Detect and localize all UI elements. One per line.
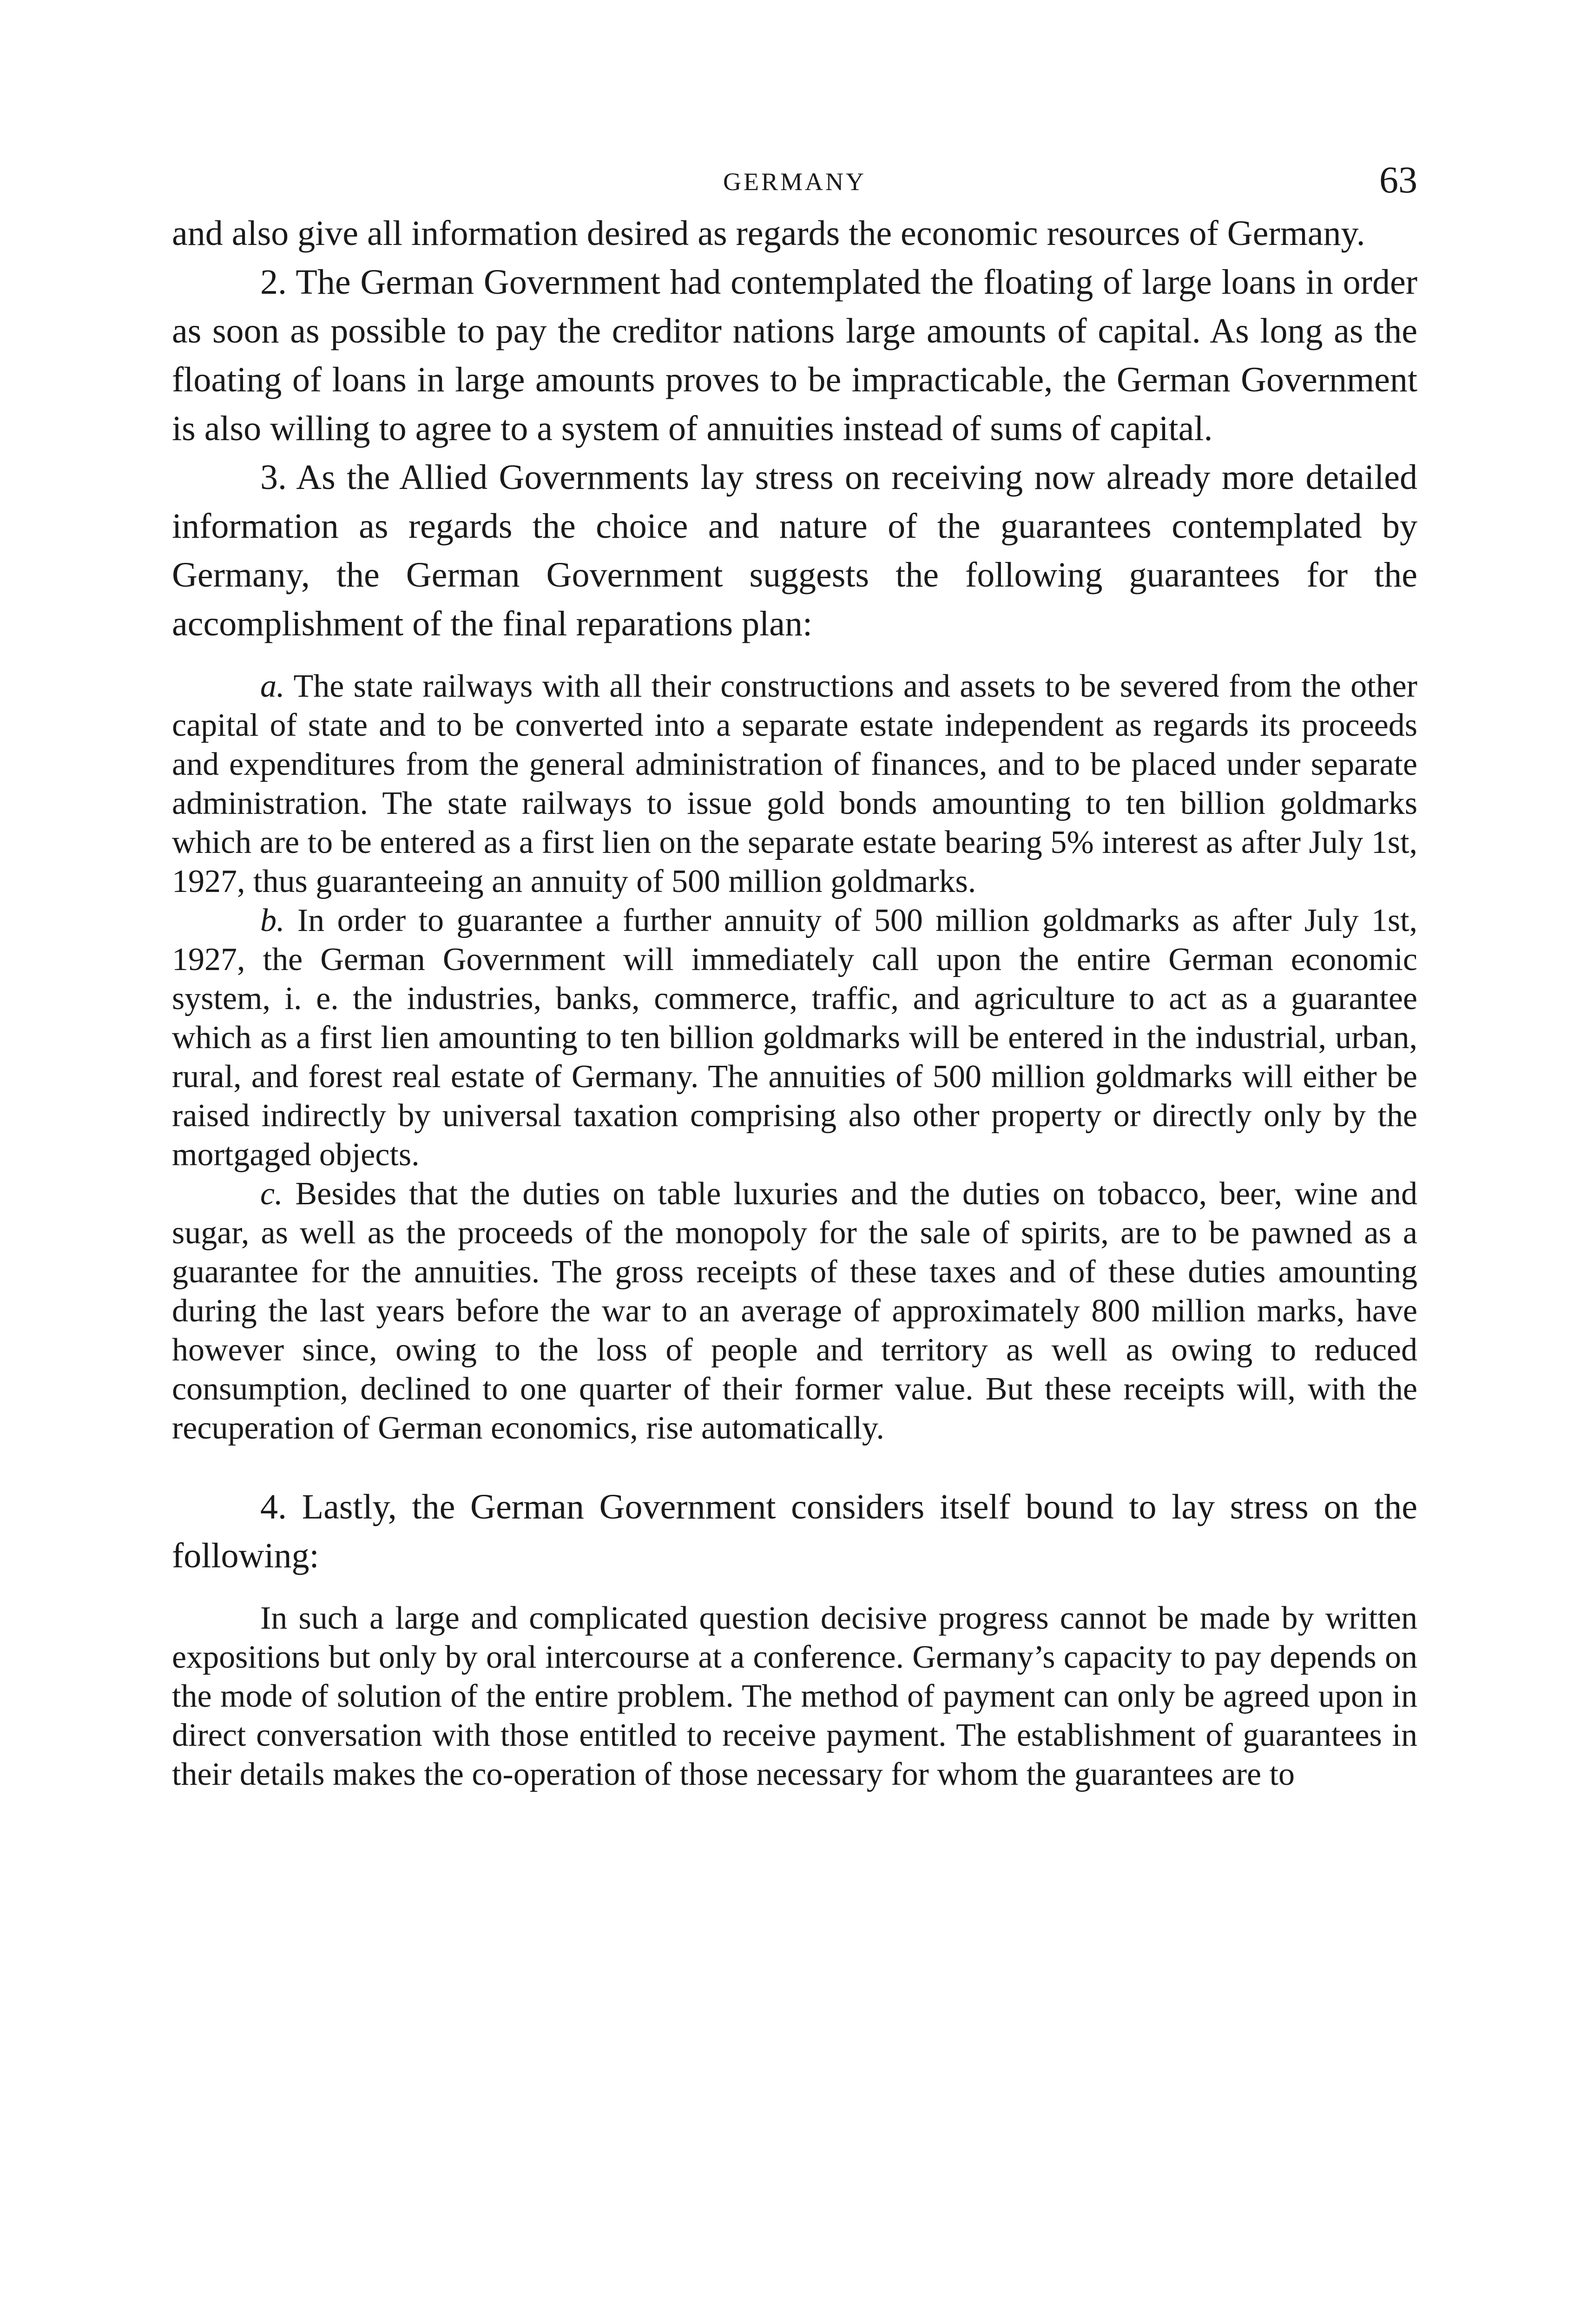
running-title: GERMANY	[723, 168, 866, 196]
paragraph-point-4	[172, 1483, 1417, 1580]
paragraph-continuation	[172, 209, 1417, 258]
paragraph-conference	[172, 1599, 1417, 1794]
paragraph-text: The state railways with all their constructions and assets to be severed from the other capital of state and to be converted into a separate estate independent as regards its proceeds and expenditures from the general administration of finances, and to be placed under separate administration. The state railways to issue gold bonds amounting to ten billion goldmarks which are to be entered as a first lien on the separate estate bearing 5% interest as after July 1st, 1927, thus guaranteeing an annuity of 500 million goldmarks.	[172, 668, 1417, 899]
paragraph-text: and also give all information desired as regards the economic resources of Germany.	[172, 214, 1365, 253]
paragraph-text: Besides that the duties on table luxuries and the duties on tobacco, beer, wine and sugar, as well as the proceeds of the monopoly for the sale of spirits, are to be pawned as a guarantee for the annuities. The gross receipts of these taxes and of these duties amounting during the last years before the war to an average of approximately 800 million marks, have however since, owing to the loss of people and territory as well as owing to reduced consumption, declined to one quarter of their former value. But these receipts will, with the recuperation of German economics, rise automatically.	[172, 1176, 1417, 1446]
paragraph-text: 3. As the Allied Governments lay stress on receiving now already more detailed information as regards the choice and nature of the guarantees contemplated by Germany, the German Government suggests the following guarantees for the accomplishment of the final reparations plan:	[172, 458, 1417, 643]
paragraph-point-3	[172, 453, 1417, 648]
document-page	[172, 158, 1417, 1794]
guarantee-marker: c.	[260, 1176, 283, 1212]
guarantee-marker: b.	[260, 903, 285, 938]
running-head	[172, 158, 1417, 209]
guarantee-b	[172, 901, 1417, 1175]
paragraph-text: In order to guarantee a further annuity of 500 million goldmarks as after July 1st, 1927, the German Government will immediately call upon the entire German economic system, i. e. the industries, banks, commerce, traffic, and agriculture to act as a guarantee which as a first lien amounting to ten billion goldmarks will be entered in the industrial, urban, rural, and forest real estate of Germany. The annuities of 500 million goldmarks will either be raised indirectly by universal taxation comprising also other property or directly only by the mortgaged objects.	[172, 903, 1418, 1173]
guarantee-a	[172, 667, 1417, 901]
paragraph-text: In such a large and complicated question decisive progress cannot be made by written expositions but only by oral intercourse at a conference. Germany’s capacity to pay depends on the mode of solution of the entire problem. The method of payment can only be agreed upon in direct conversation with those entitled to receive payment. The establishment of guarantees in their details makes the co-operation of those necessary for whom the guarantees are to	[172, 1600, 1417, 1792]
page-number: 63	[1379, 158, 1417, 201]
guarantee-c	[172, 1175, 1417, 1448]
guarantee-marker: a.	[260, 668, 285, 704]
paragraph-point-2	[172, 258, 1417, 453]
paragraph-text: 2. The German Government had contemplated the floating of large loans in order as soon as possible to pay the creditor nations large amounts of capital. As long as the floating of loans in large amounts proves to be impracticable, the German Government is also willing to agree to a system of annuities instead of sums of capital.	[172, 263, 1417, 448]
paragraph-text: 4. Lastly, the German Government considers itself bound to lay stress on the following:	[172, 1487, 1417, 1575]
